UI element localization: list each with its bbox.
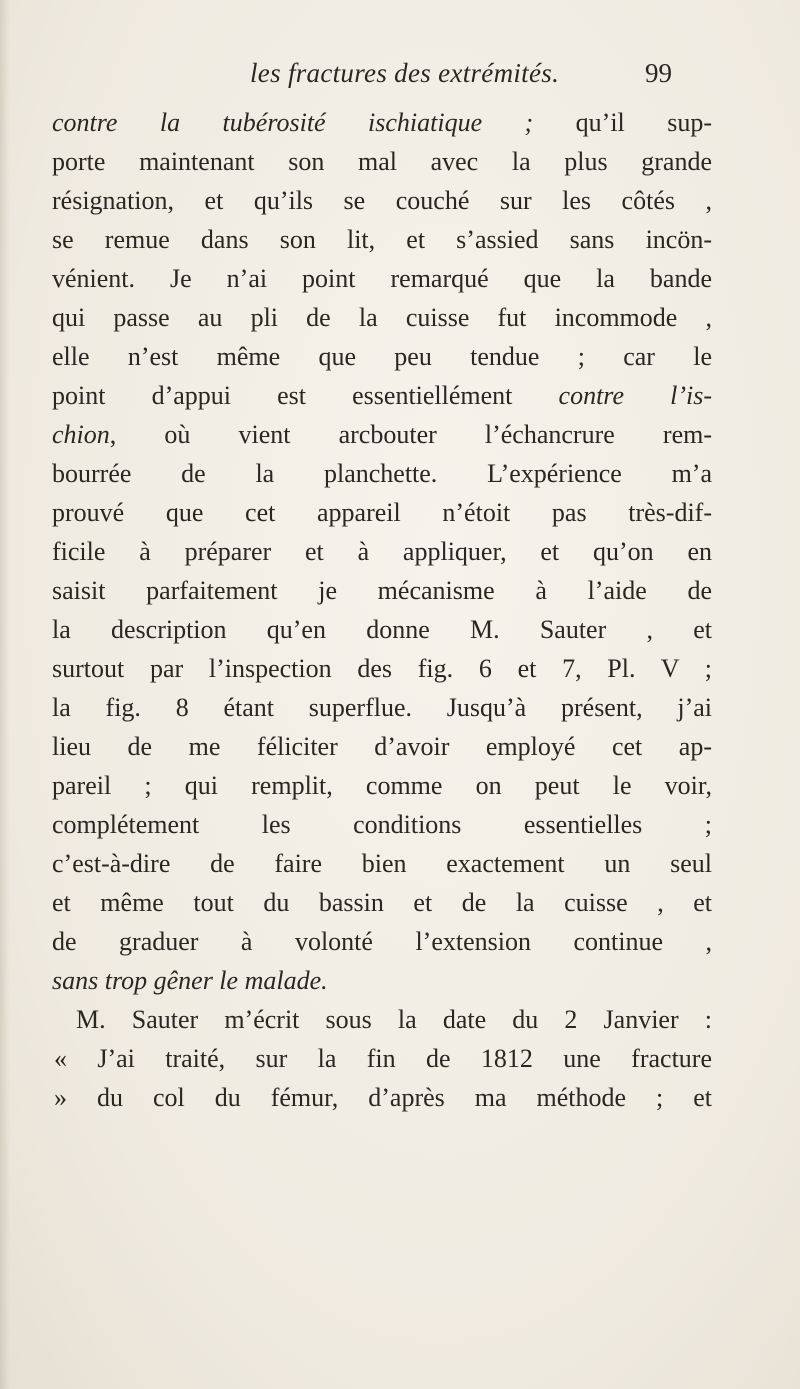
text-line: vénient. Je n’ai point remarqué que la bande: [52, 264, 712, 293]
quoted-line: » du col du fémur, d’après ma méthode ; et: [54, 1083, 712, 1112]
quoted-line: « J’ai traité, sur la fin de 1812 une fracture: [54, 1044, 712, 1073]
text-line: [52, 337, 712, 376]
text-line: saisit parfaitement je mécanisme à l’aide de: [52, 576, 712, 605]
italic-phrase: contre l’is-: [558, 381, 712, 410]
text-line: complétement les conditions essentielles ;: [52, 810, 712, 839]
text-line-paragraph-end: sans trop gêner le malade.: [52, 966, 328, 995]
line-text: elle n’est même que peu tendue ; car le: [52, 342, 712, 371]
text-line: lieu de me féliciter d’avoir employé cet ap-: [52, 732, 712, 761]
text-line: ficile à préparer et à appliquer, et qu’on en: [52, 537, 712, 566]
page-header: [200, 58, 720, 98]
text-line: [52, 103, 712, 142]
line-text: point d’appui est essentiellément: [52, 381, 559, 410]
page-number: 99: [645, 58, 672, 88]
text-line: qui passe au pli de la cuisse fut incommode ,: [52, 303, 712, 332]
text-line-paragraph-start: M. Sauter m’écrit sous la date du 2 Janvier :: [76, 1005, 712, 1034]
line-text: qu’il sup-: [533, 108, 712, 137]
page-gutter-shadow: [0, 0, 10, 1389]
text-line: pareil ; qui remplit, comme on peut le voir,: [52, 771, 712, 800]
text-line: de graduer à volonté l’extension continue ,: [52, 927, 712, 956]
line-text: , où vient arcbouter l’échancrure rem-: [109, 420, 712, 449]
text-line: [52, 415, 712, 454]
text-line: se remue dans son lit, et s’assied sans incön-: [52, 225, 712, 254]
body-text: [52, 103, 712, 1117]
running-title: les fractures des extrémités.: [250, 58, 560, 88]
text-line: et même tout du bassin et de la cuisse , et: [52, 888, 712, 917]
text-line: la description qu’en donne M. Sauter , et: [52, 615, 712, 644]
text-line: porte maintenant son mal avec la plus grande: [52, 147, 712, 176]
text-line: bourrée de la planchette. L’expérience m’a: [52, 459, 712, 488]
text-line: prouvé que cet appareil n’étoit pas très-dif-: [52, 498, 712, 527]
text-line: c’est-à-dire de faire bien exactement un seul: [52, 849, 712, 878]
text-line: surtout par l’inspection des fig. 6 et 7, Pl. V ;: [52, 654, 712, 683]
text-line: résignation, et qu’ils se couché sur les côtés ,: [52, 186, 712, 215]
italic-phrase: chion: [52, 420, 110, 449]
text-line: la fig. 8 étant superflue. Jusqu’à présent, j’ai: [52, 693, 712, 722]
text-line: [52, 376, 712, 415]
italic-phrase: contre la tubérosité ischiatique ;: [52, 108, 534, 137]
